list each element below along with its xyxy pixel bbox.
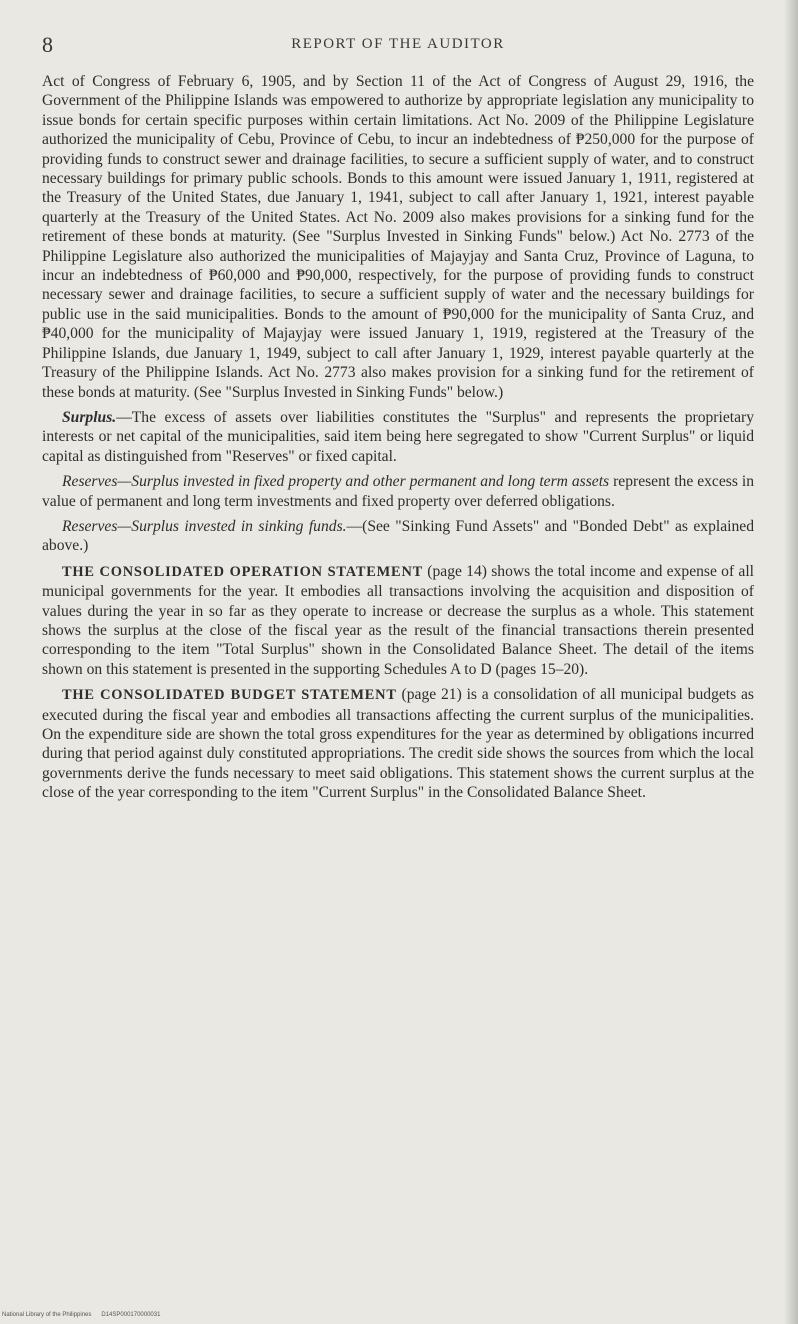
paragraph-text: Act of Congress of February 6, 1905, and by Section 11 of the Act of Congress of August 29, 1916, the Government of the Philippine Islands was empowered to authorize by appropriate legislation any municipality to issue bonds for certain specific purposes within certain limitations. Act No. 2009 of the Philippine Legislature authorized the municipality of Cebu, Province of Cebu, to incur an indebtedness of ₱250,000 for the purpose of providing funds to construct sewer and drainage facilities, to secure a sufficient supply of water, and to construct necessary buildings for primary public schools. Bonds to this amount were issued January 1, 1911, registered at the Treasury of the United States, due January 1, 1941, subject to call after January 1, 1921, interest payable quarterly at the Treasury of the United States. Act No. 2009 also makes provisions for a sinking fund for the retirement of these bonds at maturity. (See "Surplus Invested in Sinking Funds" below.) Act No. 2773 of the Philippine Legislature also authorized the municipalities of Majayjay and Santa Cruz, Province of Laguna, to incur an indebtedness of ₱60,000 and ₱90,000, respectively, for the purpose of providing funds to construct necessary sewer and drainage facilities, to secure a sufficient supply of water and the necessary buildings for public use in the said municipalities. Bonds to the amount of ₱90,000 for the municipality of Santa Cruz, and ₱40,000 for the municipality of Majayjay were issued January 1, 1919, registered at the Treasury of the Philippine Islands, due January 1, 1949, subject to call after January 1, 1929, interest payable quarterly at the Treasury of the Philippine Islands. Act No. 2773 also makes provision for a sinking fund for the retirement of these bonds at maturity. (See "Surplus Invested in Sinking Funds" below.) <box>42 73 754 401</box>
paragraph-bonds <box>42 72 754 402</box>
page-edge-shadow <box>784 0 798 1324</box>
scan-code: D14SP000170000031 <box>101 1312 161 1318</box>
running-head: REPORT OF THE AUDITOR <box>291 36 505 52</box>
run-in-heading: THE CONSOLIDATED BUDGET STATEMENT <box>62 687 397 704</box>
paragraph-text: (page 21) is a consolidation of all municipal budgets as executed during the fiscal year and embodies all transactions affecting the current surplus of the municipalities. On the expenditure side are shown the total gross expenditures for the year as determined by obligations incurred during that period against duly constituted appropriations. The credit side shows the sources from which the local governments derive the funds necessary to meet said obligations. This statement shows the current surplus at the close of the year corresponding to the item "Current Surplus" in the Consolidated Balance Sheet. <box>42 686 754 802</box>
paragraph-text: —(See "Sinking Fund Assets" and "Bonded Debt" as explained above.) <box>42 517 754 555</box>
paragraph-text: (page 14) shows the total income and expense of all municipal governments for the year. It embodies all transactions involving the acquisition and disposition of values during the year in so far as they operate to increase or decrease the surplus as a whole. This statement shows the surplus at the close of the fiscal year as the result of the financial transactions therein presented corresponding to the item "Total Surplus" shown in the Consolidated Balance Sheet. The detail of the items shown on this statement is presented in the supporting Schedules A to D (pages 15–20). <box>42 562 754 678</box>
paragraph-reserves-fixed <box>42 472 754 511</box>
run-in-heading: Surplus. <box>62 408 117 426</box>
paragraph-reserves-sinking <box>42 517 754 556</box>
library-credit: National Library of the Philippines <box>2 1312 92 1318</box>
run-in-heading: THE CONSOLIDATED OPERATION STATEMENT <box>62 563 424 580</box>
run-in-heading: Reserves—Surplus invested in sinking funds. <box>62 517 347 535</box>
body-text <box>42 72 754 803</box>
page-number: 8 <box>42 32 53 57</box>
paragraph-surplus <box>42 408 754 466</box>
paragraph-operation-statement <box>42 562 754 679</box>
scan-footer <box>2 1312 160 1318</box>
page-header <box>42 28 754 68</box>
document-page <box>42 28 754 803</box>
paragraph-text: represent the excess in value of permanent and long term investments and fixed property over deferred obligations. <box>42 473 754 510</box>
paragraph-budget-statement <box>42 685 754 802</box>
run-in-heading: Reserves—Surplus invested in fixed property and other permanent and long term assets <box>62 473 610 491</box>
paragraph-text: —The excess of assets over liabilities constitutes the "Surplus" and represents the proprietary interests or net capital of the municipalities, said item being here segregated to show "Current Surplus" or liquid capital as distinguished from "Reserves" or fixed capital. <box>42 408 754 465</box>
